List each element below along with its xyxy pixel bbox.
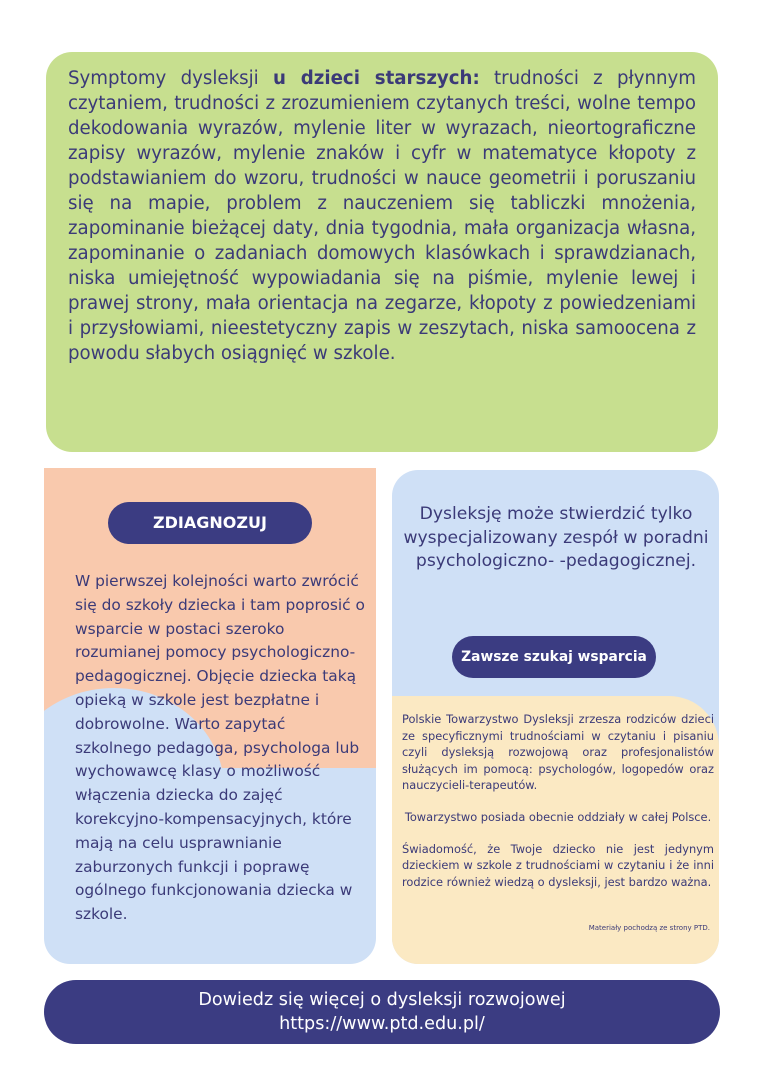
symptoms-card (46, 52, 718, 452)
footer-url[interactable]: https://www.ptd.edu.pl/ (279, 1014, 485, 1034)
support-paragraph-1: Polskie Towarzystwo Dysleksji zrzesza rodziców dzieci ze specyficznymi trudnościami w czytaniu i pisaniu czyli dysleksją rozwojową oraz profesjonalistów służących im pomocą: psychologów, logopedów oraz nauczycieli-terapeutów. (402, 712, 714, 793)
support-body (402, 711, 714, 905)
symptoms-text: trudności z płynnym czytaniem, trudności z zrozumieniem czytanych treści, wolne tempo dekodowania wyrazów, mylenie liter w wyrazach, nieortograficzne zapisy wyrazów, mylenie znaków i cyfr w matematyce kłopoty z podstawianiem do wzoru, trudności w nauce geometrii i poruszaniu się na mapie, problem z nauczeniem się tabliczki mnożenia, zapominanie bieżącej daty, dnia tygodnia, mała organizacja własna, zapominanie o zadaniach domowych klasówkach i sprawdzianach, niska umiejętność wypowiadania się na piśmie, mylenie lewej i prawej strony, mała orientacja na zegarze, kłopoty z powiedzeniami i przysłowiami, nieestetyczny zapis w zeszytach, niska samoocena z powodu słabych osiągnięć w szkole. (68, 68, 696, 364)
diagnose-text: W pierwszej kolejności warto zwrócić się do szkoły dziecka i tam poprosić o wsparcie w postaci szeroko rozumianej pomocy psychologiczno-pedagogicznej. Objęcie dziecka taką opieką w szkole jest bezpłatne i dobrowolne. Warto zapytać szkolnego pedagoga, psychologa lub wychowawcę klasy o możliwość włączenia dziecka do zajęć korekcyjno-kompensacyjnych, które mają na celu usprawnianie zaburzonych funkcji i poprawę ogólnego funkcjonowania dziecka w szkole. (75, 572, 365, 924)
support-paragraph-3: Świadomość, że Twoje dziecko nie jest jedynym dzieckiem w szkole z trudnościami w czytaniu i że inni rodzice również wiedzą o dysleksji, jest bardzo ważna. (402, 841, 714, 889)
support-heading: Dysleksję może stwierdzić tylko wyspecjalizowany zespół w poradni psychologiczno- -pedagogicznej. (403, 504, 709, 571)
symptoms-paragraph (68, 66, 696, 366)
footer-bar (44, 980, 720, 1044)
support-badge: Zawsze szukaj wsparcia (452, 636, 656, 678)
support-paragraph-2: Towarzystwo posiada obecnie oddziały w całej Polsce. (404, 809, 712, 824)
source-note: Materiały pochodzą ze strony PTD. (588, 924, 710, 932)
symptoms-bold: u dzieci starszych: (272, 68, 480, 89)
footer-line: Dowiedz się więcej o dysleksji rozwojowej (198, 990, 566, 1010)
diagnose-badge: ZDIAGNOZUJ (108, 502, 312, 544)
symptoms-lead: Symptomy dysleksji (68, 68, 259, 89)
